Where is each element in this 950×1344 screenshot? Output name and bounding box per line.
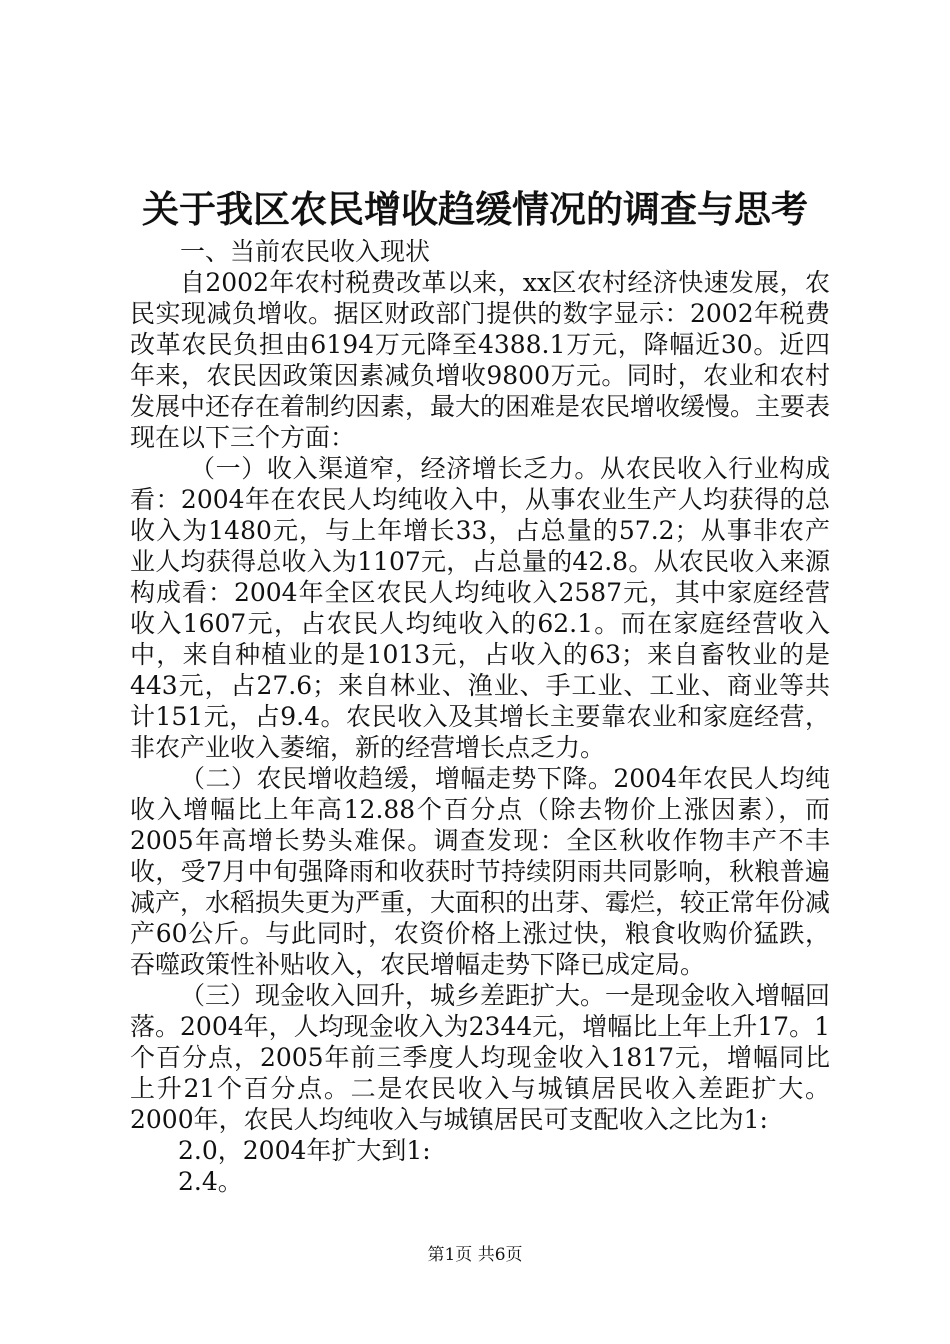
paragraph-ratio-end: 2.4。 — [178, 1167, 243, 1196]
paragraph-intro: 自2002年农村税费改革以来，xx区农村经济快速发展，农民实现减负增收。据区财政部门提供的数字显示：2002年税费改革农民负担由6194万元降至4388.1万元，降幅近30。近四年来，农民因政策因素减负增收9800万元。同时，农业和农村发展中还存在着制约因素，最大的困难是农民增收缓慢。主要表现在以下三个方面： — [130, 268, 831, 452]
paragraph-ratio-2004: 2.0，2004年扩大到1: — [178, 1136, 431, 1165]
paragraph-item-2: （二）农民增收趋缓，增幅走势下降。2004年农民人均纯收入增幅比上年高12.88个百分点（除去物价上涨因素），而2005年高增长势头难保。调查发现：全区秋收作物丰产不丰收，受7月中旬强降雨和收获时节持续阴雨共同影响，秋粮普遍减产，水稻损失更为严重，大面积的出芽、霉烂，较正常年份减产60公斤。与此同时，农资价格上涨过快，粮食收购价猛跌，吞噬政策性补贴收入，农民增幅走势下降已成定局。 — [130, 764, 831, 979]
page-footer: 第1页 共6页 — [427, 1245, 523, 1265]
paragraph-item-3: （三）现金收入回升，城乡差距扩大。一是现金收入增幅回落。2004年，人均现金收入为2344元，增幅比上年上升17。1个百分点，2005年前三季度人均现金收入1817元，增幅同比上升21个百分点。二是农民收入与城镇居民收入差距扩大。2000年，农民人均纯收入与城镇居民可支配收入之比为1: — [130, 981, 831, 1134]
section-heading: 一、当前农民收入现状 — [180, 237, 431, 266]
document-body — [130, 236, 830, 1197]
document-title: 关于我区农民增收趋缓情况的调查与思考 — [142, 187, 808, 231]
paragraph-item-1: （一）收入渠道窄，经济增长乏力。从农民收入行业构成看：2004年在农民人均纯收入中，从事农业生产人均获得的总收入为1480元，与上年增长33，占总量的57.2；从事非农产业人均获得总收入为1107元，占总量的42.8。从农民收入来源构成看：2004年全区农民人均纯收入2587元，其中家庭经营收入1607元，占农民人均纯收入的62.1。而在家庭经营收入中，来自种植业的是1013元，占收入的63；来自畜牧业的是443元，占27.6；来自林业、渔业、手工业、工业、商业等共计151元，占9.4。农民收入及其增长主要靠农业和家庭经营，非农产业收入萎缩，新的经营增长点乏力。 — [130, 454, 830, 762]
